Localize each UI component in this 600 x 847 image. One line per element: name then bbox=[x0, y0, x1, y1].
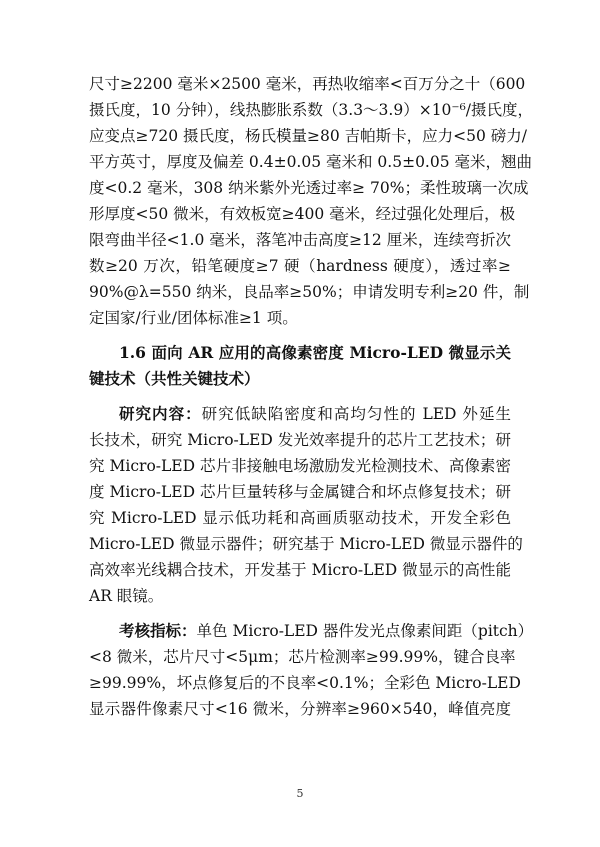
research-first-line-text: 研究低缺陷密度和高均匀性的 LED 外延生 bbox=[201, 405, 511, 423]
assessment-line-3: ≥99.99%，坏点修复后的不良率<0.1%；全彩色 Micro-LED bbox=[89, 674, 521, 692]
research-label: 研究内容： bbox=[119, 404, 202, 423]
intro-line-3: 应变点≥720 摄氏度，杨氏模量≥80 吉帕斯卡，应力<50 磅力/ bbox=[89, 127, 527, 145]
research-line-6: Micro-LED 微显示器件；研究基于 Micro-LED 微显示器件的 bbox=[89, 535, 523, 553]
intro-line-2: 摄氏度，10 分钟），线热膨胀系数（3.3～3.9）×10⁻⁶/摄氏度， bbox=[89, 101, 534, 119]
assessment-first-line-text: 单色 Micro-LED 器件发光点像素间距（pitch） bbox=[196, 622, 534, 640]
assessment-line-4: 显示器件像素尺寸<16 微米，分辨率≥960×540，峰值亮度 bbox=[89, 700, 511, 718]
page-number: 5 bbox=[296, 787, 304, 800]
intro-line-6: 形厚度<50 微米，有效板宽≥400 毫米，经过强化处理后，极 bbox=[89, 205, 516, 223]
research-line-4: 度 Micro-LED 芯片巨量转移与金属键合和坏点修复技术；研 bbox=[89, 483, 511, 501]
intro-line-5: 度<0.2 毫米，308 纳米紫外光透过率≥ 70%；柔性玻璃一次成 bbox=[89, 179, 529, 197]
intro-line-9: 90%@λ=550 纳米，良品率≥50%；申请发明专利≥20 件，制 bbox=[89, 283, 530, 301]
research-line-7: 高效率光线耦合技术，开发基于 Micro-LED 微显示的高性能 bbox=[89, 561, 511, 579]
section-heading-line-2: 键技术（共性关键技术） bbox=[89, 369, 260, 388]
research-line-5: 究 Micro-LED 显示低功耗和高画质驱动技术，开发全彩色 bbox=[89, 509, 511, 527]
section-heading-line-1: 1.6 面向 AR 应用的高像素密度 Micro-LED 微显示关 bbox=[119, 343, 511, 362]
assessment-first-line bbox=[119, 621, 534, 641]
intro-line-8: 数≥20 万次，铅笔硬度≥7 硬（hardness 硬度），透过率≥ bbox=[89, 257, 511, 275]
research-line-2: 长技术，研究 Micro-LED 发光效率提升的芯片工艺技术；研 bbox=[89, 431, 511, 449]
assessment-label: 考核指标： bbox=[119, 621, 197, 640]
research-line-3: 究 Micro-LED 芯片非接触电场激励发光检测技术、高像素密 bbox=[89, 457, 511, 475]
research-line-8: AR 眼镜。 bbox=[89, 587, 164, 605]
intro-line-1: 尺寸≥2200 毫米×2500 毫米，再热收缩率<百万分之十（600 bbox=[89, 75, 526, 93]
assessment-line-2: <8 微米，芯片尺寸<5μm；芯片检测率≥99.99%，键合良率 bbox=[89, 648, 516, 666]
intro-line-4: 平方英寸，厚度及偏差 0.4±0.05 毫米和 0.5±0.05 毫米，翘曲 bbox=[89, 153, 533, 171]
intro-line-10: 定国家/行业/团体标准≥1 项。 bbox=[89, 309, 298, 327]
intro-line-7: 限弯曲半径<1.0 毫米，落笔冲击高度≥12 厘米，连续弯折次 bbox=[89, 231, 511, 249]
research-first-line bbox=[119, 404, 511, 424]
